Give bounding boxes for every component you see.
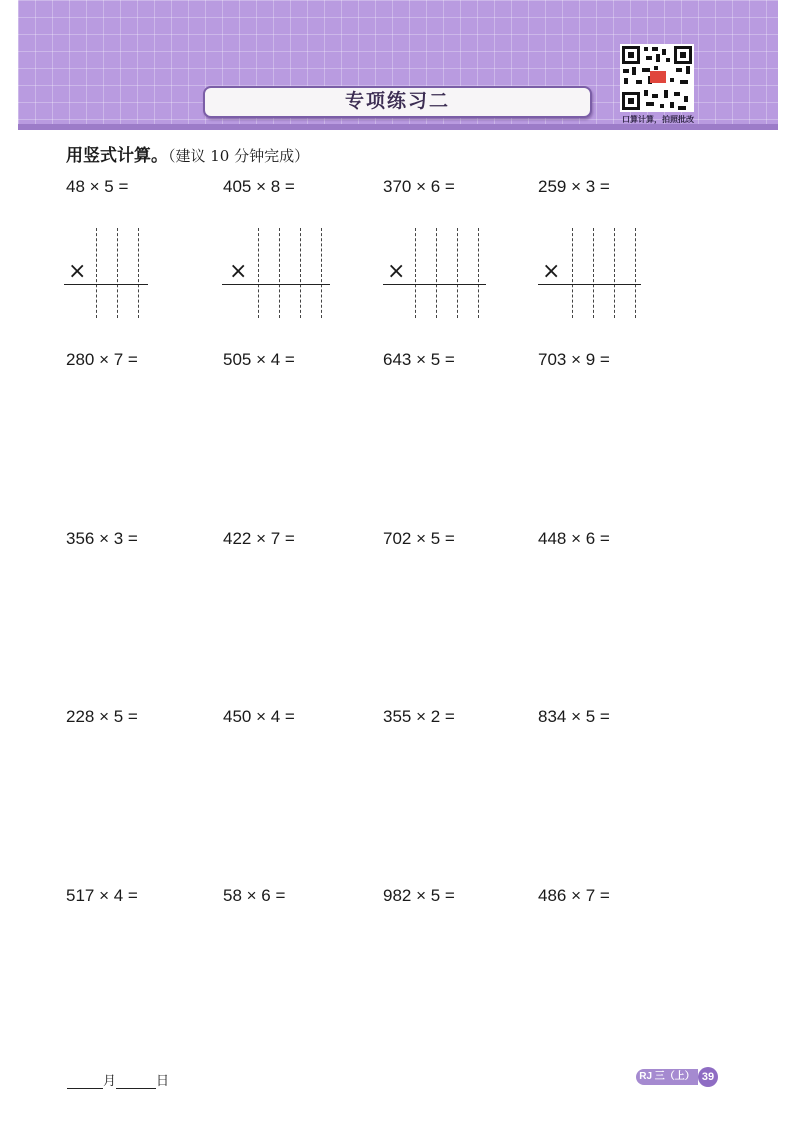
qr-code-icon[interactable] xyxy=(620,44,694,112)
problem-r5-c3: 982 × 5 = xyxy=(383,886,455,905)
problem-r3-c3: 702 × 5 = xyxy=(383,529,455,548)
multiply-sign: × xyxy=(387,259,406,284)
problem-r4-c4: 834 × 5 = xyxy=(538,707,610,726)
page-number: 39 xyxy=(698,1067,718,1087)
problem-r1-c2: 405 × 8 = xyxy=(223,177,295,196)
problem-r2-c4: 703 × 9 = xyxy=(538,350,610,369)
instruction-main: 用竖式计算。 xyxy=(66,146,168,165)
qr-caption: 口算计算，拍照批改 xyxy=(622,115,694,124)
multiply-sign: × xyxy=(542,259,561,284)
problem-r4-c3: 355 × 2 = xyxy=(383,707,455,726)
problem-r2-c3: 643 × 5 = xyxy=(383,350,455,369)
page-title: 专项练习二 xyxy=(203,86,592,118)
day-blank[interactable] xyxy=(116,1075,156,1089)
month-blank[interactable] xyxy=(67,1075,103,1089)
date-line xyxy=(67,1070,169,1089)
problem-r5-c2: 58 × 6 = xyxy=(223,886,286,905)
multiply-sign: × xyxy=(68,259,87,284)
problem-r1-c3: 370 × 6 = xyxy=(383,177,455,196)
work-area-3 xyxy=(383,228,486,318)
problem-r3-c2: 422 × 7 = xyxy=(223,529,295,548)
instruction-note: （建议 10 分钟完成） xyxy=(168,147,310,165)
work-area-4 xyxy=(538,228,641,318)
month-label: 月 xyxy=(103,1073,117,1088)
problem-r1-c1: 48 × 5 = xyxy=(66,177,129,196)
work-area-1 xyxy=(64,228,148,318)
problem-r1-c4: 259 × 3 = xyxy=(538,177,610,196)
edition-badge: RJ 三（上） xyxy=(636,1069,698,1085)
day-label: 日 xyxy=(156,1073,170,1088)
problem-r2-c2: 505 × 4 = xyxy=(223,350,295,369)
problem-r4-c2: 450 × 4 = xyxy=(223,707,295,726)
work-area-2 xyxy=(222,228,330,318)
problem-r2-c1: 280 × 7 = xyxy=(66,350,138,369)
multiply-sign: × xyxy=(229,259,248,284)
problem-r5-c4: 486 × 7 = xyxy=(538,886,610,905)
problem-r4-c1: 228 × 5 = xyxy=(66,707,138,726)
instruction-text xyxy=(66,141,309,166)
problem-r3-c1: 356 × 3 = xyxy=(66,529,138,548)
problem-r5-c1: 517 × 4 = xyxy=(66,886,138,905)
problem-r3-c4: 448 × 6 = xyxy=(538,529,610,548)
